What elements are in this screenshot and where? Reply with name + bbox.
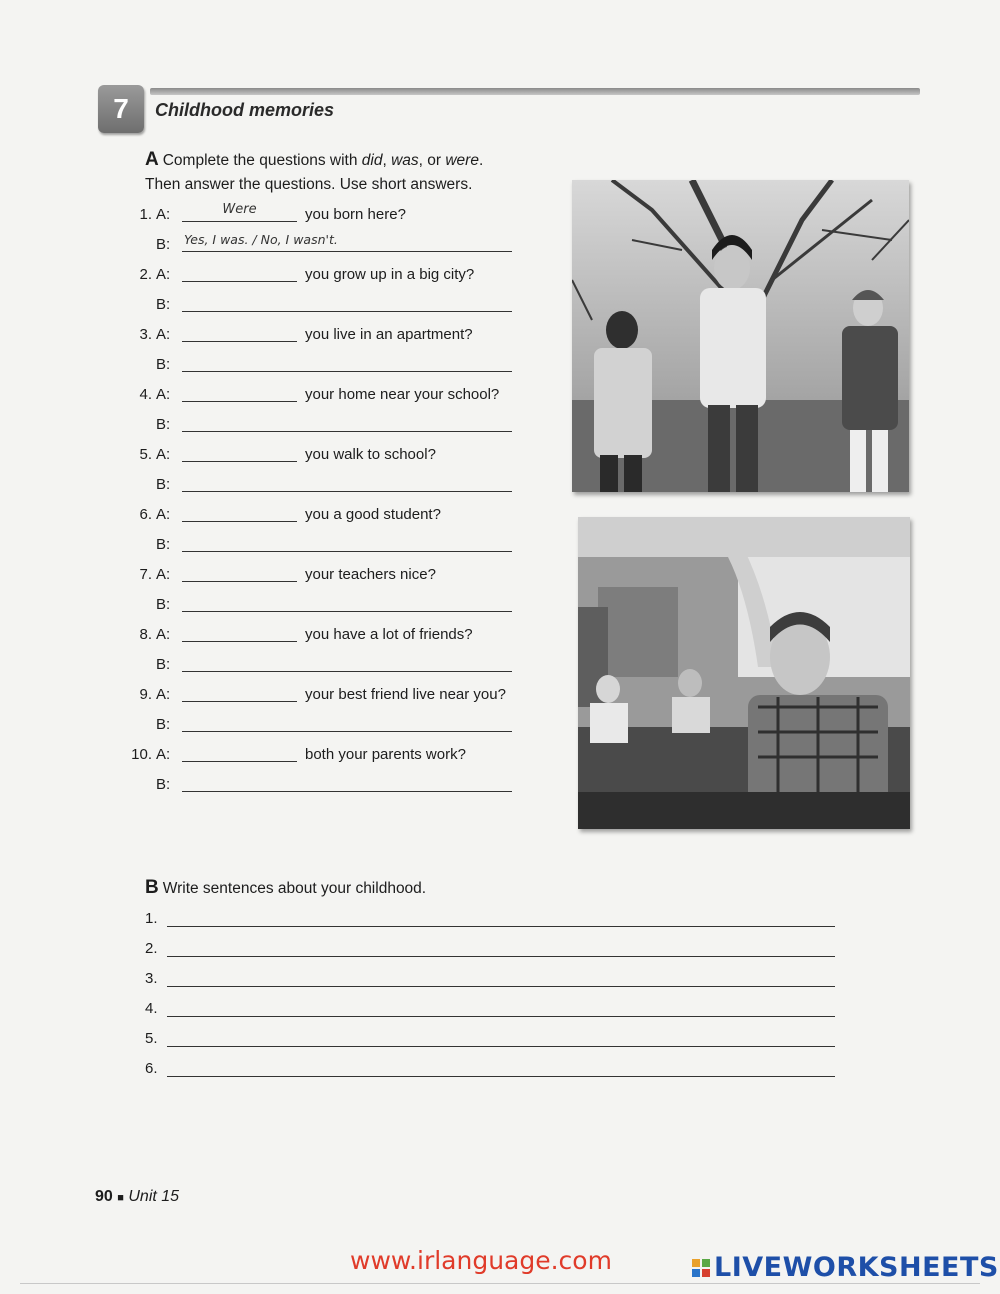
sentence-blank[interactable] <box>167 926 835 927</box>
question-number: 10. <box>131 746 152 763</box>
bottom-rule <box>20 1283 980 1284</box>
speaker-b-label: B: <box>156 236 171 253</box>
liveworksheets-brand: LIVEWORKSHEETS <box>714 1252 999 1283</box>
question-row <box>124 446 564 468</box>
sentence-row <box>145 970 835 992</box>
question-row <box>124 506 564 528</box>
question-text: your best friend live near you? <box>305 686 506 703</box>
sentence-row <box>145 1030 835 1052</box>
speaker-b-label: B: <box>156 536 171 553</box>
question-number: 2. <box>139 266 152 283</box>
speaker-a-label: A: <box>156 566 171 583</box>
question-row <box>124 686 564 708</box>
part-a-instruction-line2: Then answer the questions. Use short answers. <box>145 176 473 193</box>
speaker-a-label: A: <box>156 446 171 463</box>
page-footer <box>95 1188 179 1206</box>
question-number: 1. <box>139 206 152 223</box>
answer-blank-a[interactable] <box>182 281 297 282</box>
sentence-blank[interactable] <box>167 956 835 957</box>
speaker-a-label: A: <box>156 266 171 283</box>
question-row <box>124 626 564 648</box>
speaker-b-label: B: <box>156 476 171 493</box>
answer-blank-b[interactable] <box>182 671 512 672</box>
answer-blank-a[interactable] <box>182 461 297 462</box>
answer-blank-a[interactable] <box>182 761 297 762</box>
photo-children-walking <box>572 180 909 492</box>
sentence-row <box>145 1000 835 1022</box>
question-row <box>124 326 564 348</box>
question-number: 4. <box>139 386 152 403</box>
question-text: your teachers nice? <box>305 566 436 583</box>
answer-blank-b[interactable] <box>182 251 512 252</box>
answer-blank-a[interactable] <box>182 221 297 222</box>
sentence-number: 3. <box>145 970 158 987</box>
watermark-url[interactable]: www.irlanguage.com <box>350 1246 612 1275</box>
answer-row <box>124 596 564 618</box>
speaker-a-label: A: <box>156 506 171 523</box>
sentence-row <box>145 940 835 962</box>
answer-row <box>124 776 564 798</box>
question-row <box>124 746 564 768</box>
question-text: you live in an apartment? <box>305 326 473 343</box>
sentence-row <box>145 910 835 932</box>
part-a-instruction: A Complete the questions with did, was, or were. Then answer the questions. Use short answers. <box>145 149 484 193</box>
answer-row <box>124 536 564 558</box>
answer-blank-a[interactable] <box>182 521 297 522</box>
answer-row <box>124 296 564 318</box>
question-text: your home near your school? <box>305 386 500 403</box>
answer-blank-a[interactable] <box>182 401 297 402</box>
speaker-a-label: A: <box>156 686 171 703</box>
sentence-blank[interactable] <box>167 986 835 987</box>
question-number: 9. <box>139 686 152 703</box>
handwritten-answer-b: Yes, I was. / No, I wasn't. <box>184 232 338 247</box>
question-text: you have a lot of friends? <box>305 626 473 643</box>
unit-label: Unit 15 <box>128 1188 180 1205</box>
speaker-b-label: B: <box>156 716 171 733</box>
part-b-letter: B <box>145 877 159 898</box>
page-number: 90 <box>95 1188 113 1205</box>
speaker-b-label: B: <box>156 596 171 613</box>
sentence-number: 6. <box>145 1060 158 1077</box>
sentence-number: 2. <box>145 940 158 957</box>
question-text: both your parents work? <box>305 746 466 763</box>
speaker-a-label: A: <box>156 746 171 763</box>
speaker-a-label: A: <box>156 626 171 643</box>
answer-row <box>124 476 564 498</box>
answer-row <box>124 656 564 678</box>
answer-blank-b[interactable] <box>182 791 512 792</box>
speaker-a-label: A: <box>156 206 171 223</box>
question-row <box>124 566 564 588</box>
question-text: you walk to school? <box>305 446 436 463</box>
question-number: 5. <box>139 446 152 463</box>
question-text: you grow up in a big city? <box>305 266 475 283</box>
answer-row <box>124 416 564 438</box>
speaker-b-label: B: <box>156 296 171 313</box>
question-number: 7. <box>139 566 152 583</box>
sentence-number: 1. <box>145 910 158 927</box>
exercise-number: 7 <box>113 93 129 124</box>
handwritten-answer-a: Were <box>222 202 257 217</box>
answer-row <box>124 716 564 738</box>
speaker-a-label: A: <box>156 326 171 343</box>
answer-blank-b[interactable] <box>182 371 512 372</box>
sentence-blank[interactable] <box>167 1046 835 1047</box>
question-row <box>124 266 564 288</box>
liveworksheets-grid-icon <box>692 1259 710 1277</box>
answer-blank-b[interactable] <box>182 491 512 492</box>
question-row <box>124 386 564 408</box>
answer-blank-a[interactable] <box>182 641 297 642</box>
question-text: you a good student? <box>305 506 441 523</box>
photo-classroom <box>578 517 910 829</box>
sentence-blank[interactable] <box>167 1016 835 1017</box>
part-a-letter: A <box>145 149 159 170</box>
answer-blank-b[interactable] <box>182 551 512 552</box>
sentence-number: 4. <box>145 1000 158 1017</box>
footer-bullet: ■ <box>117 1192 124 1204</box>
speaker-b-label: B: <box>156 776 171 793</box>
speaker-b-label: B: <box>156 656 171 673</box>
answer-row <box>124 356 564 378</box>
answer-blank-b[interactable] <box>182 611 512 612</box>
sentence-number: 5. <box>145 1030 158 1047</box>
answer-blank-b[interactable] <box>182 431 512 432</box>
part-b-instruction: B Write sentences about your childhood. <box>145 877 427 898</box>
answer-blank-a[interactable] <box>182 581 297 582</box>
question-number: 3. <box>139 326 152 343</box>
exercise-title: Childhood memories <box>155 100 335 120</box>
sentence-blank[interactable] <box>167 1076 835 1077</box>
sentence-row <box>145 1060 835 1082</box>
answer-blank-a[interactable] <box>182 341 297 342</box>
speaker-b-label: B: <box>156 356 171 373</box>
question-number: 8. <box>139 626 152 643</box>
answer-blank-b[interactable] <box>182 731 512 732</box>
question-number: 6. <box>139 506 152 523</box>
speaker-b-label: B: <box>156 416 171 433</box>
exercise-number-badge <box>98 85 144 133</box>
answer-blank-a[interactable] <box>182 701 297 702</box>
answer-blank-b[interactable] <box>182 311 512 312</box>
header-rule <box>150 88 920 95</box>
question-row <box>124 202 564 228</box>
answer-row <box>124 232 564 258</box>
liveworksheets-logo[interactable] <box>692 1252 999 1283</box>
speaker-a-label: A: <box>156 386 171 403</box>
question-text: you born here? <box>305 206 406 223</box>
